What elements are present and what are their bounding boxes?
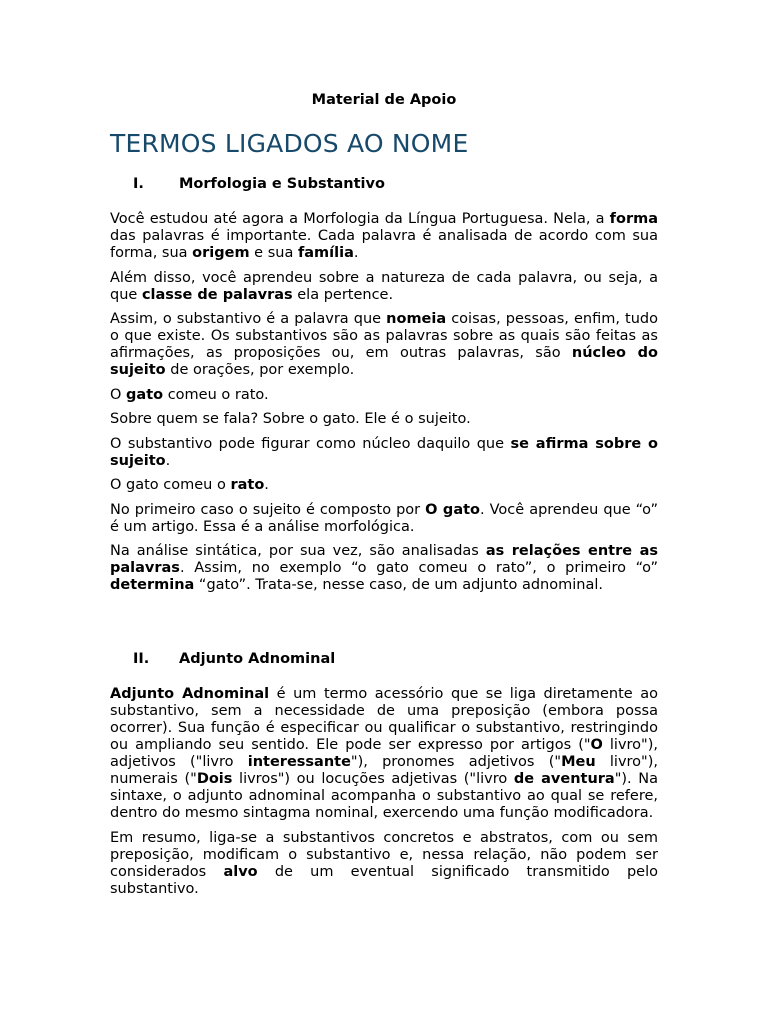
- text-run: livro"), adjetivos ("livro: [110, 737, 658, 770]
- bold-term: interessante: [247, 754, 351, 770]
- text-run: é um termo acessório que se liga diretamente ao substantivo, sem a necessidade de uma preposição (embora possa ocorrer). Sua função é especificar ou qualificar o substantivo, restringindo ou ampliando seu sentido. Ele pode ser expresso por artigos (": [110, 686, 658, 753]
- text-run: O substantivo pode figurar como núcleo daquilo que: [110, 435, 511, 452]
- bold-term: se afirma sobre o sujeito: [110, 435, 658, 469]
- paragraph: [110, 830, 658, 898]
- section-title: Adjunto Adnominal: [179, 651, 336, 667]
- paragraph: [110, 211, 658, 262]
- text-run: de orações, por exemplo.: [165, 362, 355, 378]
- support-material-label: Material de Apoio: [311, 92, 457, 108]
- bold-term: O: [590, 737, 603, 753]
- bold-term: alvo: [223, 863, 258, 880]
- text-run: Sobre quem se fala? Sobre o gato. Ele é o sujeito.: [110, 411, 471, 427]
- paragraph: [110, 387, 658, 404]
- bold-term: classe de palavras: [141, 286, 293, 303]
- paragraph: [110, 436, 658, 470]
- bold-term: determina: [110, 577, 195, 593]
- section-number: I.: [133, 176, 144, 192]
- text-run: .: [165, 452, 171, 469]
- paragraph: [110, 411, 658, 428]
- text-run: .: [353, 245, 359, 261]
- bold-term: nomeia: [386, 311, 447, 327]
- text-run: "), pronomes adjetivos (": [350, 754, 562, 770]
- text-run: . Você aprendeu que “o” é um artigo. Essa é a análise morfológica.: [110, 501, 659, 535]
- text-run: livro"), numerais (": [110, 754, 658, 787]
- bold-term: família: [297, 245, 354, 261]
- text-run: Você estudou até agora a Morfologia da Língua Portuguesa. Nela, a: [110, 211, 610, 227]
- paragraph: [110, 502, 658, 536]
- paragraph: [110, 543, 658, 594]
- text-run: das palavras é importante. Cada palavra é analisada de acordo com sua forma, sua: [110, 228, 658, 261]
- text-run: No primeiro caso o sujeito é composto por: [110, 501, 426, 518]
- text-run: O gato comeu o: [110, 477, 231, 493]
- bold-term: O gato: [425, 501, 480, 518]
- section-title: Morfologia e Substantivo: [179, 176, 385, 192]
- section-heading-morfologia: [133, 176, 385, 192]
- section-heading-adjunto: [133, 651, 335, 667]
- bold-term: Adjunto Adnominal: [110, 686, 270, 702]
- paragraph: [110, 477, 658, 494]
- bold-term: núcleo do sujeito: [110, 345, 658, 378]
- text-run: de um eventual significado transmitido pelo substantivo.: [110, 863, 658, 897]
- text-run: Além disso, você aprendeu sobre a natureza de cada palavra, ou seja, a que: [110, 269, 658, 303]
- bold-term: gato: [126, 386, 164, 403]
- bold-term: rato: [230, 477, 265, 493]
- text-run: O: [110, 386, 127, 403]
- text-run: Assim, o substantivo é a palavra que: [110, 311, 387, 327]
- bold-term: de aventura: [513, 771, 615, 787]
- text-run: Na análise sintática, por sua vez, são analisadas: [110, 543, 486, 559]
- text-run: ela pertence.: [292, 286, 394, 303]
- text-run: "). Na sintaxe, o adjunto adnominal acompanha o substantivo ao qual se refere, dentro do mesmo sintagma nominal, exercendo uma função modificadora.: [110, 771, 659, 821]
- text-run: e sua: [249, 245, 298, 261]
- text-run: coisas, pessoas, enfim, tudo o que existe. Os substantivos são as palavras sobre as quais são feitas as afirmações, as proposições ou, em outras palavras, são: [110, 311, 658, 361]
- paragraph: [110, 686, 658, 822]
- bold-term: as relações entre as palavras: [110, 543, 658, 576]
- page-title: TERMOS LIGADOS AO NOME: [110, 129, 469, 158]
- text-run: comeu o rato.: [163, 386, 269, 403]
- bold-term: origem: [192, 245, 250, 261]
- section-body-adjunto: [110, 686, 658, 905]
- text-run: Em resumo, liga-se a substantivos concretos e abstratos, com ou sem preposição, modificam o substantivo e, nessa relação, não podem ser considerados: [110, 829, 658, 880]
- text-run: livros") ou locuções adjetivas ("livro: [232, 771, 514, 787]
- text-run: .: [264, 477, 269, 493]
- paragraph: [110, 270, 658, 304]
- bold-term: Dois: [196, 771, 233, 787]
- section-body-morfologia: [110, 211, 658, 602]
- text-run: “gato”. Trata-se, nesse caso, de um adjunto adnominal.: [194, 577, 603, 593]
- text-run: . Assim, no exemplo “o gato comeu o rato”, o primeiro “o”: [179, 560, 658, 576]
- paragraph: [110, 311, 658, 379]
- section-number: II.: [133, 651, 150, 667]
- bold-term: Meu: [561, 754, 596, 770]
- bold-term: forma: [609, 211, 658, 227]
